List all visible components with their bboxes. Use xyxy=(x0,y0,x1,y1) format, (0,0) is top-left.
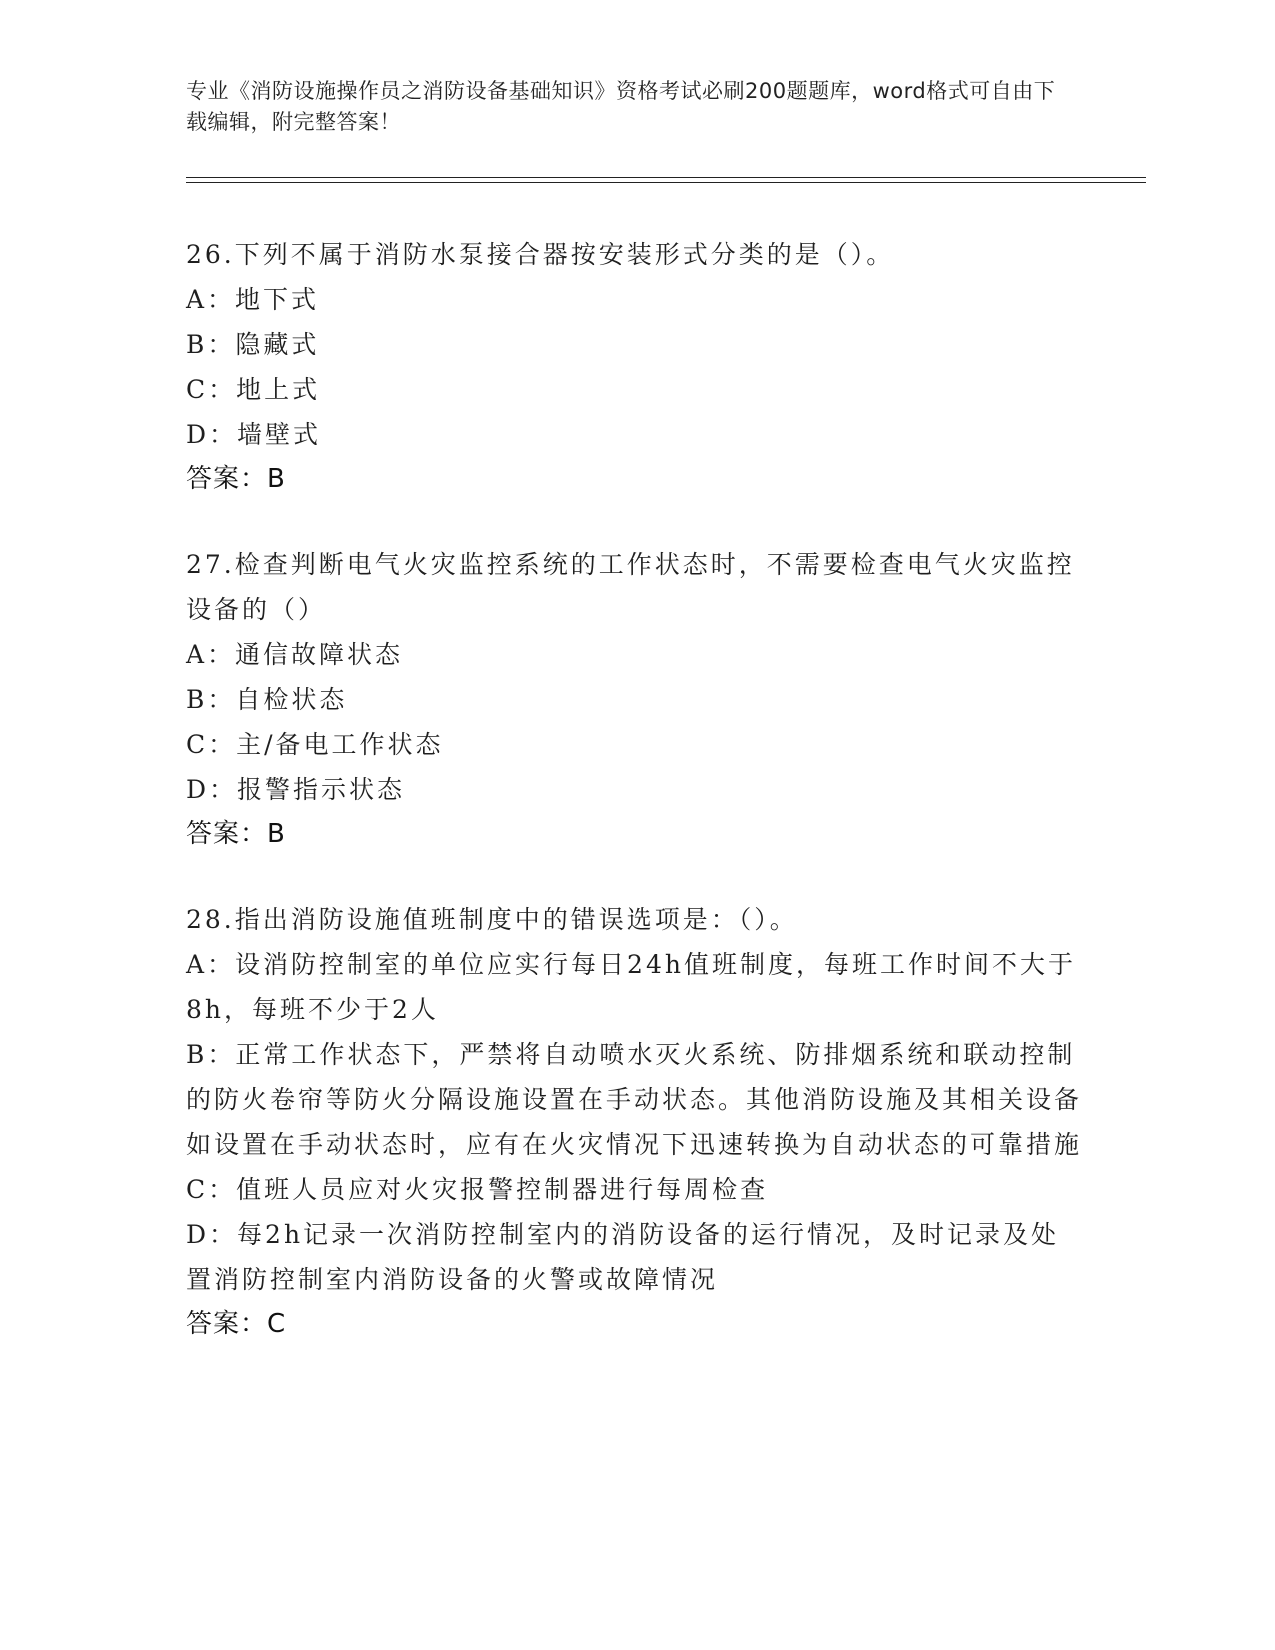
option-a: A：通信故障状态 xyxy=(186,640,404,669)
answer-line: 答案：B xyxy=(186,819,286,849)
document-header: 专业《消防设施操作员之消防设备基础知识》资格考试必刷200题题库，word格式可自由下载编辑，附完整答案！ xyxy=(186,79,1056,134)
option-c: C：地上式 xyxy=(186,375,321,404)
answer-line: 答案：C xyxy=(186,1309,287,1339)
option-d: D：每2h记录一次消防控制室内的消防设备的运行情况，及时记录及处置消防控制室内消防设备的火警或故障情况 xyxy=(186,1220,1060,1294)
option-d: D：报警指示状态 xyxy=(186,775,406,804)
option-c: C：主/备电工作状态 xyxy=(186,730,444,759)
question-27 xyxy=(186,542,1086,857)
question-26 xyxy=(186,232,1086,502)
question-stem: 28.指出消防设施值班制度中的错误选项是：（）。 xyxy=(186,905,798,934)
option-b: B：自检状态 xyxy=(186,685,348,714)
question-stem: 26.下列不属于消防水泵接合器按安装形式分类的是（）。 xyxy=(186,240,895,269)
option-d: D：墙壁式 xyxy=(186,420,322,449)
header-divider-bottom xyxy=(186,182,1146,183)
answer-line: 答案：B xyxy=(186,464,286,494)
question-stem: 27.检查判断电气火灾监控系统的工作状态时，不需要检查电气火灾监控设备的（） xyxy=(186,550,1075,624)
header-divider-top xyxy=(186,177,1146,178)
option-c: C：值班人员应对火灾报警控制器进行每周检查 xyxy=(186,1175,769,1204)
option-b: B：隐藏式 xyxy=(186,330,320,359)
option-b: B：正常工作状态下，严禁将自动喷水灭火系统、防排烟系统和联动控制的防火卷帘等防火分隔设施设置在手动状态。其他消防设施及其相关设备如设置在手动状态时，应有在火灾情况下迅速转换为自动状态的可靠措施 xyxy=(186,1040,1083,1159)
question-list xyxy=(186,232,1086,1387)
option-a: A：设消防控制室的单位应实行每日24h值班制度，每班工作时间不大于8h，每班不少于2人 xyxy=(186,950,1076,1024)
option-a: A：地下式 xyxy=(186,285,320,314)
question-28 xyxy=(186,897,1086,1347)
